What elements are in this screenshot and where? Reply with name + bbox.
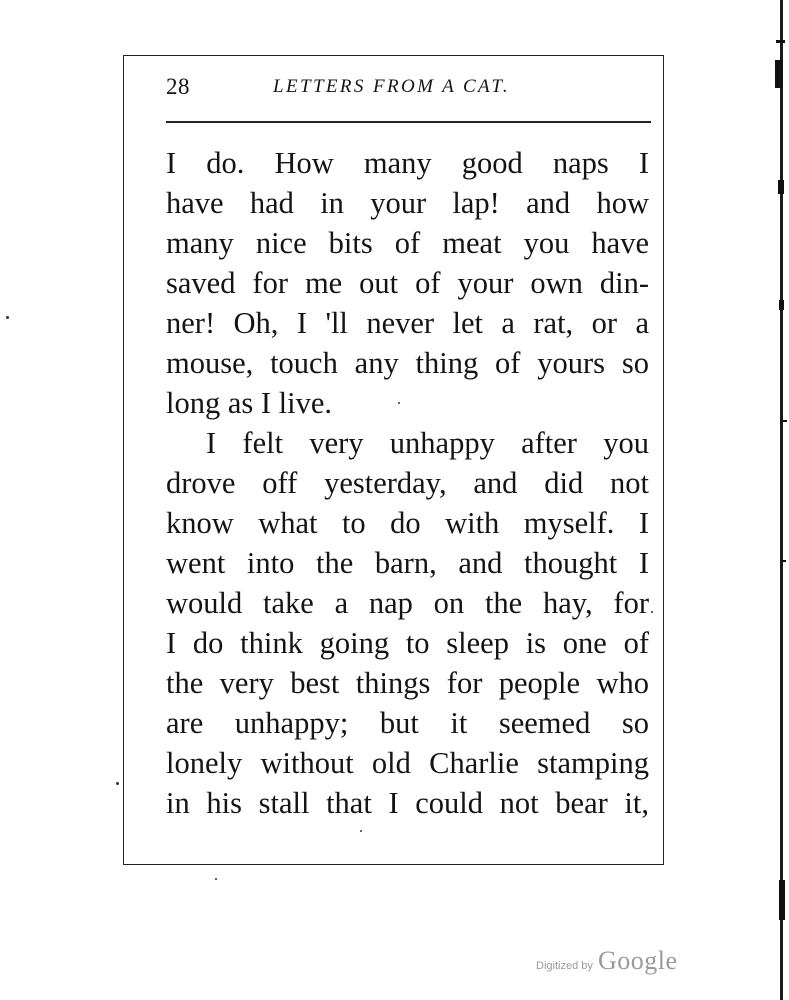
running-title: LETTERS FROM A CAT. — [273, 76, 511, 97]
edge-mark — [775, 60, 783, 88]
running-header — [166, 72, 651, 104]
text-line: lonely without old Charlie stamping — [166, 746, 649, 780]
text-line: would take a nap on the hay, for — [166, 586, 649, 620]
text-line: I do. How many good naps I — [166, 146, 649, 180]
edge-mark — [779, 880, 785, 920]
text-line: drove off yesterday, and did not — [166, 466, 649, 500]
text-line: went into the barn, and thought I — [166, 546, 649, 580]
edge-mark — [782, 560, 786, 562]
binding-shadow — [780, 0, 783, 1000]
scan-right-edge — [772, 0, 789, 1000]
digitized-watermark — [536, 946, 678, 976]
body-text — [166, 143, 649, 823]
text-line: mouse, touch any thing of yours so — [166, 346, 649, 380]
edge-mark — [779, 300, 784, 310]
scan-speck — [398, 402, 400, 404]
page-number: 28 — [166, 74, 190, 99]
watermark-prefix: Digitized by — [536, 960, 593, 972]
scan-speck — [116, 782, 119, 785]
edge-mark — [776, 40, 785, 43]
google-logo: Google — [597, 946, 678, 975]
scan-speck — [651, 611, 653, 613]
text-line: I do think going to sleep is one of — [166, 626, 649, 660]
text-line: long as I live. — [166, 386, 333, 420]
scan-speck — [215, 878, 217, 880]
text-line: ner! Oh, I 'll never let a rat, or a — [166, 306, 649, 340]
header-rule — [166, 121, 651, 123]
text-line: are unhappy; but it seemed so — [166, 706, 649, 740]
text-line: in his stall that I could not bear it, — [166, 786, 649, 820]
text-line: have had in your lap! and how — [166, 186, 649, 220]
text-line: I felt very unhappy after you — [206, 426, 649, 460]
scan-speck — [360, 830, 362, 832]
text-line: the very best things for people who — [166, 666, 649, 700]
text-line: know what to do with myself. I — [166, 506, 649, 540]
edge-mark — [778, 180, 784, 194]
edge-mark — [782, 420, 787, 422]
text-line: saved for me out of your own din- — [166, 266, 649, 300]
scan-speck — [6, 316, 9, 319]
text-line: many nice bits of meat you have — [166, 226, 649, 260]
